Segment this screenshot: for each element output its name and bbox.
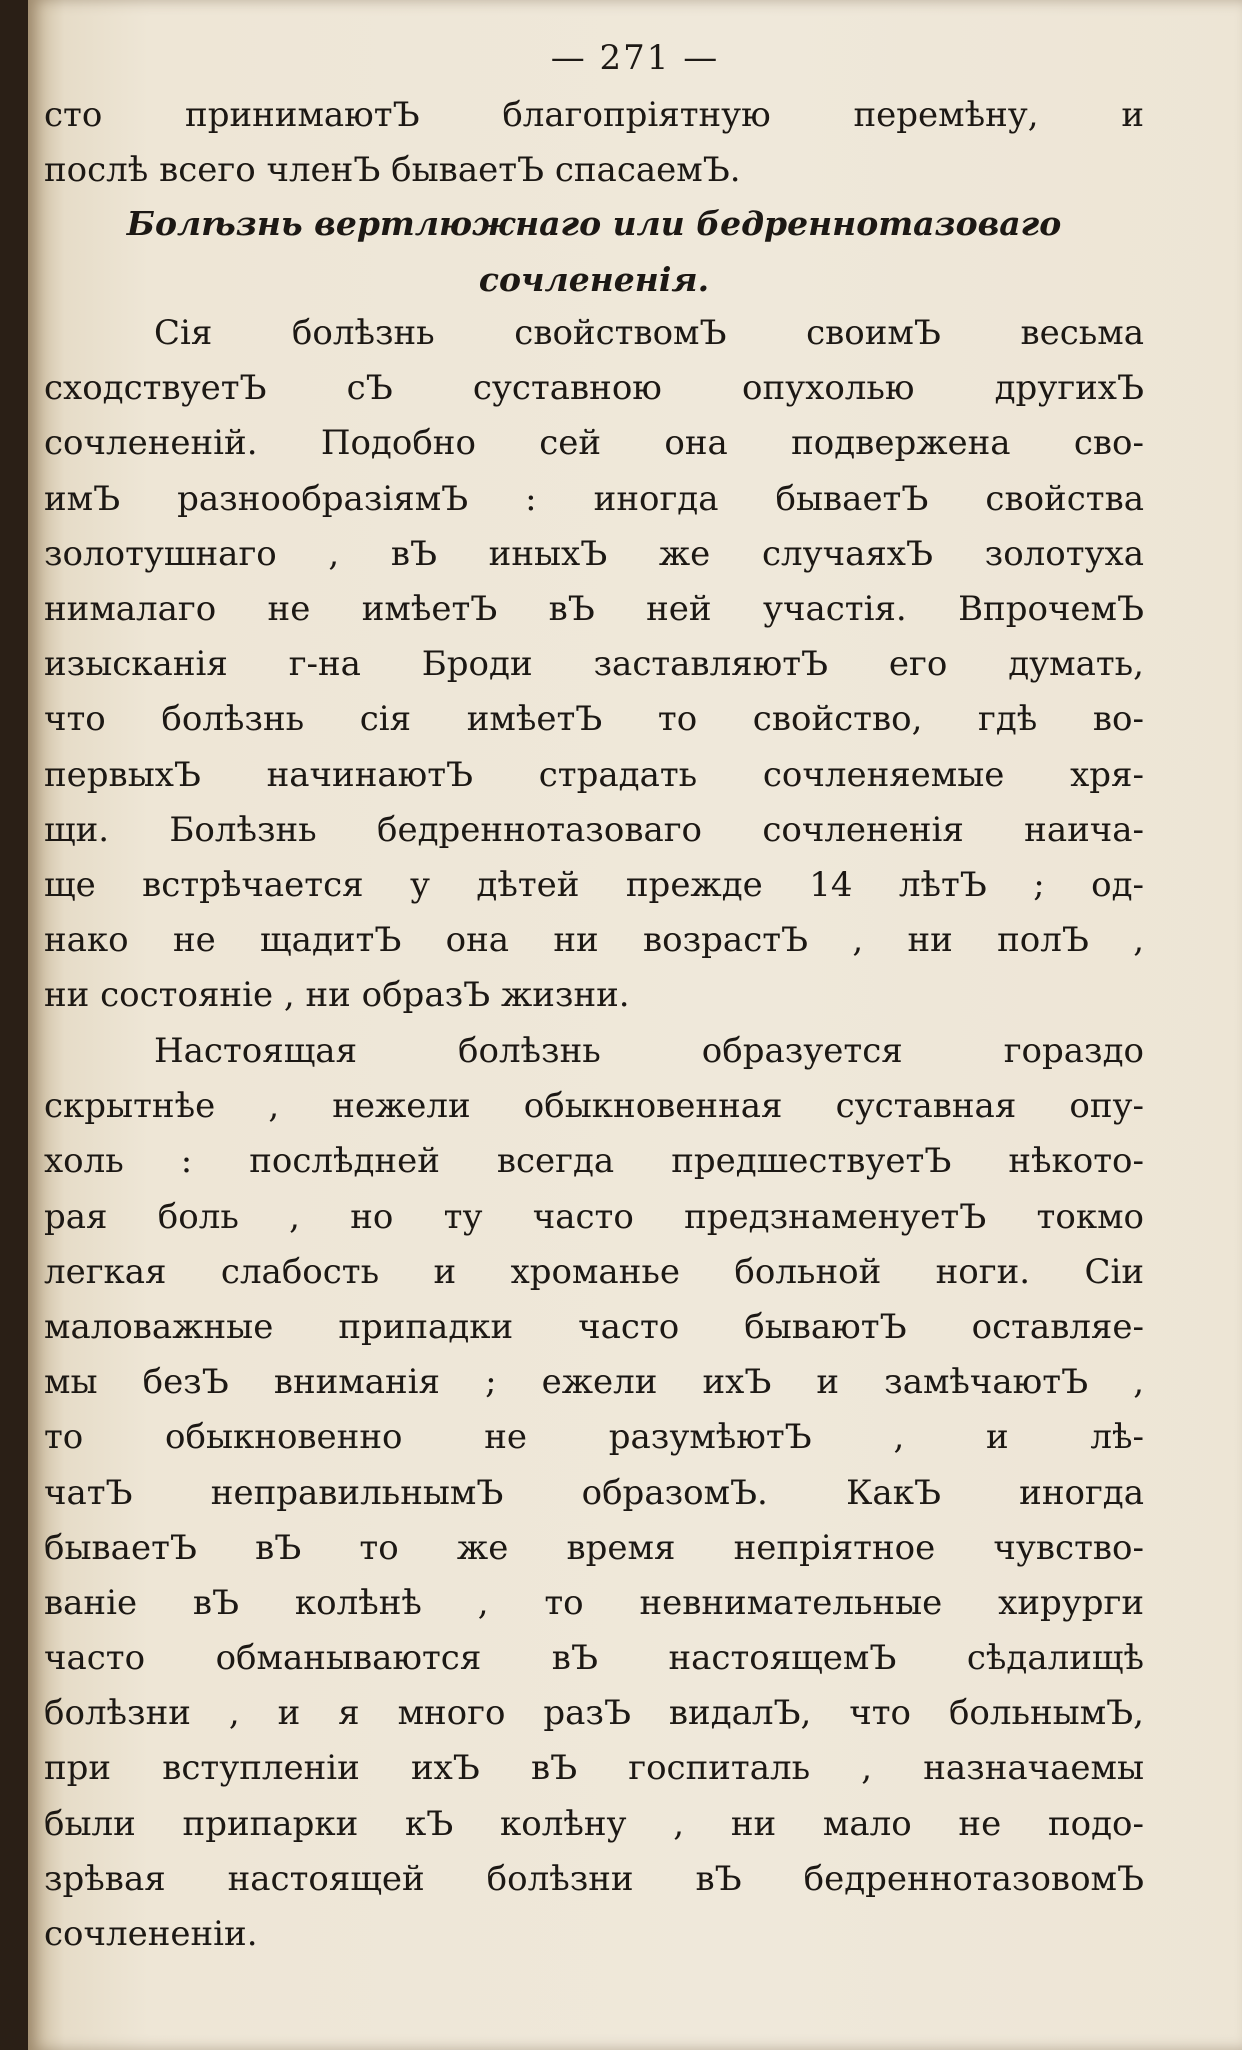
text-line: чатЪ неправильнымЪ образомЪ. КакЪ иногда bbox=[44, 1472, 1144, 1513]
text-line: скрытнѣе , нежели обыкновенная суставная опу- bbox=[44, 1086, 1144, 1127]
text-line: нималаго не имѣетЪ вЪ ней участія. ВпрочемЪ bbox=[44, 588, 1144, 629]
text-line: легкая слабость и хроманье больной ноги. Сіи bbox=[44, 1251, 1144, 1292]
text-line: сочлененіи. bbox=[44, 1914, 258, 1954]
text-line: зрѣвая настоящей болѣзни вЪ бедреннотазовомЪ bbox=[44, 1858, 1144, 1899]
text-line: болѣзни , и я много разЪ видалЪ, что больнымЪ, bbox=[44, 1693, 1144, 1734]
text-line: бываетЪ вЪ то же время непріятное чувство- bbox=[44, 1527, 1144, 1568]
text-line: холь : послѣдней всегда предшествуетЪ нѣкото- bbox=[44, 1141, 1144, 1182]
text-line: нако не щадитЪ она ни возрастЪ , ни полЪ , bbox=[44, 920, 1144, 961]
text-line: при вступленіи ихЪ вЪ госпиталь , назначаемы bbox=[44, 1748, 1144, 1789]
section-heading bbox=[44, 196, 1144, 308]
heading-line: Болѣзнь вертлюжнаго или бедреннотазоваго bbox=[126, 204, 1062, 243]
text-line: ще встрѣчается у дѣтей прежде 14 лѣтЪ ; од- bbox=[44, 864, 1144, 905]
page-number: — 271 — bbox=[550, 38, 720, 78]
text-line: часто обманываются вЪ настоящемЪ сѣдалищѣ bbox=[44, 1638, 1144, 1679]
text-line: Сія болѣзнь свойствомЪ своимЪ весьма bbox=[154, 313, 1144, 353]
book-page bbox=[28, 0, 1242, 2050]
text-line: первыхЪ начинаютЪ страдать сочленяемые хря- bbox=[44, 754, 1144, 795]
text-line: маловажные припадки часто бываютЪ оставляе- bbox=[44, 1306, 1144, 1347]
text-line: ни состояніе , ни образЪ жизни. bbox=[44, 975, 630, 1016]
text-line: рая боль , но ту часто предзнаменуетЪ токмо bbox=[44, 1196, 1144, 1237]
text-line: были припарки кЪ колѣну , ни мало не подо- bbox=[44, 1803, 1144, 1844]
text-line: золотушнаго , вЪ иныхЪ же случаяхЪ золотуха bbox=[44, 533, 1144, 574]
text-line: то обыкновенно не разумѣютЪ , и лѣ- bbox=[44, 1417, 1144, 1458]
text-line: ваніе вЪ колѣнѣ , то невнимательные хирурги bbox=[44, 1582, 1144, 1623]
text-line: Настоящая болѣзнь образуется гораздо bbox=[154, 1031, 1144, 1071]
text-line: сочлененій. Подобно сей она подвержена сво- bbox=[44, 423, 1144, 464]
text-line: мы безЪ вниманія ; ежели ихЪ и замѣчаютЪ , bbox=[44, 1362, 1144, 1403]
heading-line: сочлененія. bbox=[478, 260, 710, 299]
intro-text bbox=[44, 88, 1144, 198]
text-line: что болѣзнь сія имѣетЪ то свойство, гдѣ во- bbox=[44, 699, 1144, 740]
paragraph-2 bbox=[44, 1024, 1144, 1962]
text-line: сходствуетЪ сЪ суставною опухолью другихЪ bbox=[44, 368, 1144, 409]
text-line: имЪ разнообразіямЪ : иногда бываетЪ свойства bbox=[44, 478, 1144, 519]
text-line: послѣ всего членЪ бываетЪ спасаемЪ. bbox=[44, 150, 741, 191]
paragraph-1 bbox=[44, 306, 1144, 1023]
text-line: изысканія г-на Броди заставляютЪ его думать, bbox=[44, 644, 1144, 685]
text-line: сто принимаютЪ благопріятную перемѣну, и bbox=[44, 95, 1144, 135]
text-line: щи. Болѣзнь бедреннотазоваго сочлененія наича- bbox=[44, 809, 1144, 850]
